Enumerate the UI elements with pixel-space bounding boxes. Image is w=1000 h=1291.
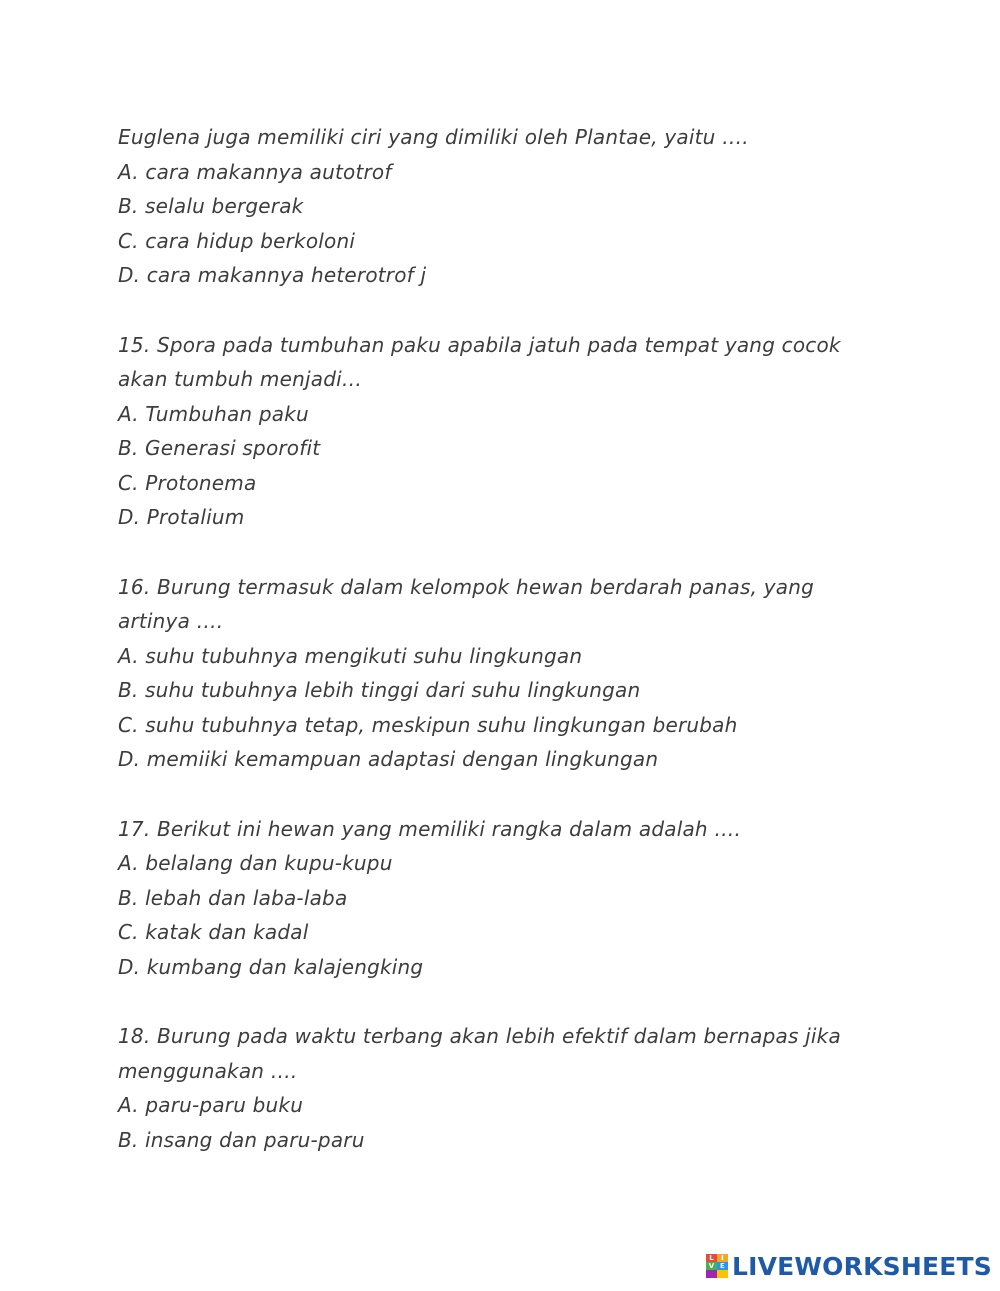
question-stem-continued: akan tumbuh menjadi… [118, 367, 363, 391]
question-stem: 17. Berikut ini hewan yang memiliki rangka dalam adalah …. [118, 816, 742, 841]
question-block [118, 812, 878, 985]
answer-option-a: A. paru-paru buku [118, 1093, 304, 1117]
answer-option-a: A. Tumbuhan paku [118, 401, 309, 426]
answer-option-b: B. selalu bergerak [118, 194, 304, 218]
logo-tile: I [717, 1254, 728, 1262]
answer-option-c: C. katak dan kadal [118, 920, 309, 944]
question-block [118, 1019, 878, 1157]
answer-option-c: C. cara hidup berkoloni [118, 228, 356, 253]
answer-option-b: B. insang dan paru-paru [118, 1127, 365, 1152]
liveworksheets-logo-icon [706, 1254, 728, 1278]
question-stem: Euglena juga memiliki ciri yang dimiliki oleh Plantae, yaitu …. [118, 125, 749, 149]
question-block [118, 328, 878, 535]
answer-option-c: C. suhu tubuhnya tetap, meskipun suhu lingkungan berubah [118, 712, 738, 737]
question-stem: 18. Burung pada waktu terbang akan lebih efektif dalam bernapas jika [118, 1024, 841, 1048]
question-stem-continued: menggunakan …. [118, 1058, 298, 1083]
logo-tile: V [706, 1262, 717, 1270]
answer-option-d: D. Protalium [118, 505, 245, 529]
answer-option-b: B. suhu tubuhnya lebih tinggi dari suhu lingkungan [118, 678, 641, 702]
answer-option-d: D. memiiki kemampuan adaptasi dengan lingkungan [118, 747, 659, 771]
worksheet-page [118, 120, 878, 1157]
answer-option-d: D. kumbang dan kalajengking [118, 954, 424, 979]
answer-option-d: D. cara makannya heterotrof j [118, 263, 427, 287]
answer-option-a: A. cara makannya autotrof [118, 159, 392, 184]
answer-option-a: A. belalang dan kupu-kupu [118, 851, 393, 875]
logo-tile [717, 1270, 728, 1278]
logo-tile [706, 1270, 717, 1278]
liveworksheets-brand [706, 1251, 992, 1281]
question-stem-continued: artinya …. [118, 609, 224, 633]
answer-option-a: A. suhu tubuhnya mengikuti suhu lingkungan [118, 643, 583, 668]
question-stem: 15. Spora pada tumbuhan paku apabila jatuh pada tempat yang cocok [118, 332, 841, 357]
answer-option-b: B. Generasi sporofit [118, 436, 321, 460]
answer-option-b: B. lebah dan laba-laba [118, 885, 348, 910]
answer-option-c: C. Protonema [118, 470, 257, 495]
logo-tile: L [706, 1254, 717, 1262]
question-stem: 16. Burung termasuk dalam kelompok hewan berdarah panas, yang [118, 574, 814, 599]
logo-tile: E [717, 1262, 728, 1270]
brand-name: LIVEWORKSHEETS [731, 1251, 992, 1281]
question-block [118, 120, 878, 293]
question-block [118, 570, 878, 777]
